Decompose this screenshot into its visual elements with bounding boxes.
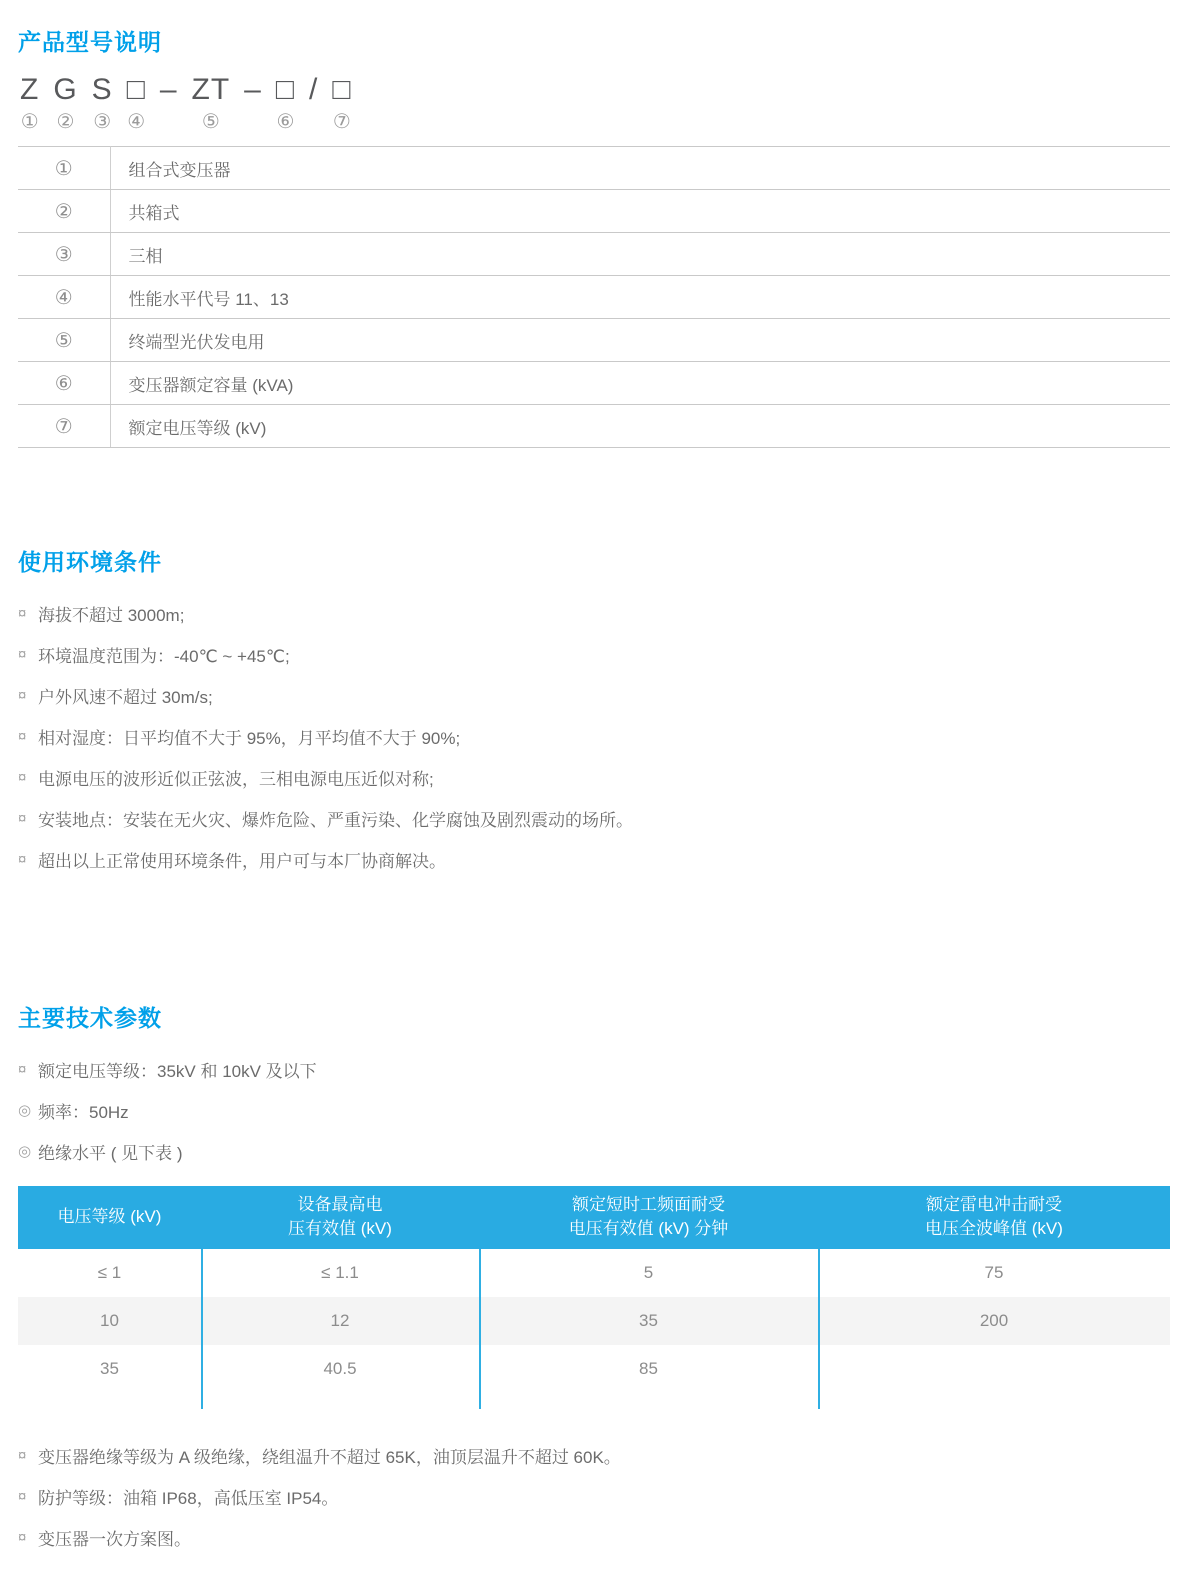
bullet-icon: ¤ (18, 728, 27, 745)
table-row (18, 362, 1170, 405)
row-label: 三相 (110, 233, 1170, 276)
list-item (18, 593, 1170, 634)
model-token (53, 73, 77, 135)
model-token (309, 73, 318, 135)
model-char: Z (20, 72, 40, 106)
section-product-model (18, 28, 1170, 448)
section-environment (18, 548, 1170, 880)
bullet-text: 绝缘水平 ( 见下表 ) (38, 1143, 183, 1163)
model-circled-number: ④ (127, 111, 146, 134)
header-line: 额定雷电冲击耐受 (926, 1194, 1062, 1214)
model-description-table (18, 146, 1170, 448)
insulation-level-table (18, 1186, 1170, 1393)
notes-list (18, 1435, 1170, 1558)
bullet-text: 相对湿度：日平均值不大于 95%，月平均值不大于 90%; (38, 729, 461, 748)
insulation-table-wrap (18, 1186, 1170, 1393)
header-row (18, 1186, 1170, 1249)
table-row (18, 319, 1170, 362)
list-item (18, 1476, 1170, 1517)
bullet-text: 超出以上正常使用环境条件，用户可与本厂协商解决。 (38, 852, 446, 871)
model-token (192, 73, 231, 135)
bullet-icon: ¤ (18, 646, 27, 663)
model-char: ZT (191, 72, 231, 106)
bullet-text: 安装地点：安装在无火灾、爆炸危险、严重污染、化学腐蚀及剧烈震动的场所。 (38, 811, 633, 830)
row-label: 终端型光伏发电用 (110, 319, 1170, 362)
header-cell (818, 1186, 1170, 1249)
table-cell: 200 (979, 1310, 1009, 1330)
model-code-row (20, 73, 1170, 135)
table-row (18, 190, 1170, 233)
table-cell (818, 1345, 1170, 1393)
table-cell: 40.5 (323, 1358, 357, 1378)
row-number: ④ (18, 276, 110, 319)
model-token (276, 73, 295, 135)
list-item (18, 716, 1170, 757)
header-line: 电压全波峰值 (kV) (925, 1219, 1063, 1239)
model-circled-number: ⑦ (332, 111, 351, 134)
row-label: 性能水平代号 11、13 (110, 276, 1170, 319)
environment-bullet-list (18, 593, 1170, 880)
row-number: ⑦ (18, 405, 110, 448)
list-item (18, 839, 1170, 880)
table-row (18, 276, 1170, 319)
row-label: 变压器额定容量 (kVA) (110, 362, 1170, 405)
bullet-text: 变压器一次方案图。 (38, 1529, 191, 1549)
model-placeholder-box: □ (332, 72, 352, 106)
row-label: 共箱式 (110, 190, 1170, 233)
table-row (18, 1249, 1170, 1297)
table-cell: 35 (639, 1310, 658, 1330)
list-item (18, 1090, 1170, 1131)
model-token (332, 73, 351, 135)
list-item (18, 1049, 1170, 1090)
bullet-text: 海拔不超过 3000m; (38, 606, 185, 625)
table-row (18, 1345, 1170, 1393)
bullet-text: 户外风速不超过 30m/s; (38, 688, 213, 707)
row-number: ⑤ (18, 319, 110, 362)
model-token (127, 73, 146, 135)
tech-bullet-list (18, 1049, 1170, 1172)
table-cell: ≤ 1.1 (321, 1262, 359, 1282)
model-placeholder-box: □ (126, 72, 146, 106)
header-line: 设备最高电 (297, 1194, 383, 1214)
header-line: 额定短时工频面耐受 (572, 1194, 725, 1214)
bullet-icon: ◎ (18, 1143, 32, 1161)
row-number: ⑥ (18, 362, 110, 405)
table-row (18, 147, 1170, 190)
bullet-icon: ¤ (18, 1528, 27, 1546)
model-token (20, 73, 39, 135)
model-dash: – (159, 72, 178, 106)
row-number: ① (18, 147, 110, 190)
model-token (244, 73, 262, 135)
model-slash: / (308, 72, 319, 106)
model-placeholder-box: □ (275, 72, 295, 106)
table-cell: 5 (643, 1262, 654, 1282)
column-divider (818, 1249, 820, 1409)
section-title-tech: 主要技术参数 (18, 1005, 162, 1031)
bullet-text: 环境温度范围为：-40℃ ~ +45℃; (38, 647, 290, 666)
bullet-icon: ¤ (18, 687, 27, 704)
model-circled-number: ③ (93, 111, 112, 134)
row-number: ③ (18, 233, 110, 276)
model-circled-number: ⑤ (201, 111, 220, 134)
header-cell (479, 1186, 818, 1249)
list-item (18, 798, 1170, 839)
table-row (18, 233, 1170, 276)
table-row (18, 405, 1170, 448)
bullet-text: 防护等级：油箱 IP68，高低压室 IP54。 (38, 1488, 339, 1508)
table-cell: 35 (100, 1358, 119, 1378)
list-item (18, 675, 1170, 716)
bullet-text: 额定电压等级：35kV 和 10kV 及以下 (38, 1061, 317, 1081)
table-cell: 85 (639, 1358, 658, 1378)
bullet-text: 频率：50Hz (38, 1102, 129, 1122)
model-token (160, 73, 178, 135)
table-row (18, 1297, 1170, 1345)
table-cell: 12 (330, 1310, 350, 1330)
list-item (18, 634, 1170, 675)
row-number: ② (18, 190, 110, 233)
model-dash: – (244, 72, 262, 106)
header-cell (201, 1186, 479, 1249)
column-divider (201, 1249, 203, 1409)
model-circled-number: ⑥ (276, 111, 295, 134)
model-token (92, 73, 113, 135)
table-cell: 75 (984, 1262, 1004, 1282)
bullet-icon: ¤ (18, 605, 27, 622)
bullet-icon: ¤ (18, 810, 27, 827)
table-cell: 10 (100, 1310, 119, 1330)
header-line: 电压等级 (kV) (57, 1206, 162, 1226)
header-line: 电压有效值 (kV) 分钟 (568, 1219, 729, 1239)
section-title-environment: 使用环境条件 (18, 549, 162, 576)
bullet-icon: ¤ (18, 1060, 27, 1078)
list-item (18, 757, 1170, 798)
bullet-text: 电源电压的波形近似正弦波，三相电源电压近似对称; (38, 770, 434, 789)
header-cell (18, 1186, 201, 1249)
model-char: S (91, 72, 113, 106)
bullet-text: 变压器绝缘等级为 A 级绝缘，绕组温升不超过 65K，油顶层温升不超过 60K。 (38, 1447, 621, 1467)
model-circled-number: ② (56, 111, 75, 134)
list-item (18, 1435, 1170, 1476)
model-char: G (53, 72, 78, 106)
column-divider (479, 1249, 481, 1409)
row-label: 额定电压等级 (kV) (110, 405, 1170, 448)
section-title-model: 产品型号说明 (18, 29, 162, 55)
row-label: 组合式变压器 (110, 147, 1170, 190)
section-tech-params (18, 1004, 1170, 1558)
bullet-icon: ¤ (18, 769, 27, 786)
header-line: 压有效值 (kV) (288, 1219, 392, 1239)
bullet-icon: ◎ (18, 1102, 32, 1120)
bullet-icon: ¤ (18, 851, 27, 868)
list-item (18, 1517, 1170, 1558)
bullet-icon: ¤ (18, 1446, 27, 1464)
bullet-icon: ¤ (18, 1487, 27, 1505)
list-item (18, 1131, 1170, 1172)
model-circled-number: ① (20, 111, 39, 134)
table-cell: ≤ 1 (97, 1262, 122, 1282)
